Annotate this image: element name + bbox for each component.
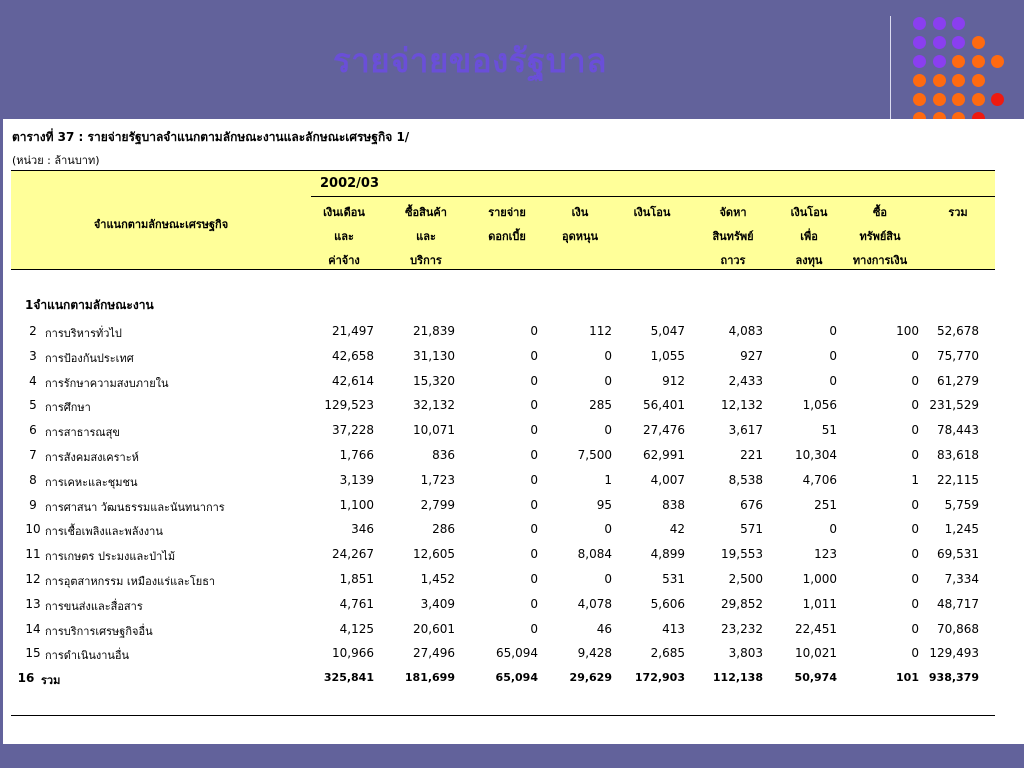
decorative-dot — [933, 36, 946, 49]
value-cell: 0 — [530, 497, 538, 512]
value-cell: 0 — [530, 373, 538, 388]
value-cell: 8,538 — [728, 472, 763, 487]
value-cell: 181,699 — [404, 671, 455, 685]
value-cell: 0 — [604, 348, 612, 363]
value-cell: 0 — [530, 423, 538, 438]
value-cell: 46 — [596, 621, 612, 636]
value-cell: 3,139 — [339, 472, 374, 487]
value-cell: 0 — [604, 373, 612, 388]
slide-title: รายจ่ายของรัฐบาล — [333, 41, 607, 80]
value-cell: 251 — [814, 497, 837, 512]
column-header-line: สินทรัพย์ — [712, 230, 754, 243]
decorative-dot — [933, 93, 946, 106]
table-row — [11, 395, 995, 420]
classification-header: จำแนกตามลักษณะเศรษฐกิจ — [93, 218, 229, 231]
row-number: 11 — [25, 547, 41, 562]
value-cell: 42 — [669, 522, 685, 537]
decorative-dot — [952, 55, 965, 68]
row-label: การบริหารทั่วไป — [45, 327, 122, 340]
decorative-dot — [933, 55, 946, 68]
value-cell: 21,839 — [413, 324, 455, 338]
column-header — [467, 201, 547, 273]
column-header-line: จัดหา — [719, 206, 747, 219]
value-cell: 0 — [911, 596, 919, 611]
column-header-line — [612, 225, 692, 249]
value-cell: 1,723 — [420, 472, 455, 487]
row-number: 9 — [29, 497, 37, 512]
table-caption: ตารางที่ 37 : รายจ่ายรัฐบาลจำแนกตามลักษณะงานและลักษณะเศรษฐกิจ 1/ — [12, 130, 410, 144]
value-cell: 42,658 — [332, 348, 374, 363]
value-cell: 0 — [604, 572, 612, 586]
value-cell: 4,706 — [802, 472, 837, 487]
value-cell: 221 — [740, 448, 763, 462]
row-label: การดำเนินงานอื่น — [45, 649, 130, 663]
value-cell: 172,903 — [634, 671, 685, 685]
value-cell: 15,320 — [413, 373, 455, 388]
table-bottom-rule — [11, 715, 995, 716]
column-header — [386, 201, 466, 273]
value-cell: 83,618 — [937, 448, 979, 462]
value-cell: 32,132 — [413, 398, 455, 413]
row-number: 7 — [29, 448, 37, 462]
value-cell: 65,094 — [495, 671, 538, 685]
value-cell: 27,496 — [413, 646, 455, 661]
value-cell: 531 — [662, 572, 685, 586]
column-header-line: อุดหนุน — [561, 230, 599, 243]
value-cell: 2,799 — [420, 497, 455, 512]
column-header-line: ซื้อ — [872, 206, 888, 219]
value-cell: 286 — [432, 522, 455, 537]
decorative-dot — [913, 74, 926, 87]
column-header — [304, 201, 384, 273]
value-cell: 29,852 — [721, 596, 763, 611]
value-cell: 0 — [911, 497, 919, 512]
row-label: การรักษาความสงบภายใน — [45, 376, 169, 390]
column-header-line: เพื่อ — [800, 230, 818, 243]
column-header-line: ลงทุน — [795, 254, 823, 267]
row-label: การศึกษา — [45, 401, 91, 415]
decorative-dot — [913, 36, 926, 49]
value-cell: 61,279 — [937, 373, 979, 388]
column-header-line: บริการ — [410, 254, 442, 267]
value-cell: 1 — [604, 472, 612, 487]
value-cell: 0 — [530, 398, 538, 413]
value-cell: 12,605 — [413, 547, 455, 562]
row-number: 6 — [29, 423, 37, 438]
value-cell: 0 — [911, 621, 919, 636]
value-cell: 571 — [740, 522, 763, 537]
value-cell: 75,770 — [937, 348, 979, 363]
row-number: 10 — [25, 522, 41, 537]
table-row — [11, 470, 995, 495]
table-row — [11, 321, 995, 346]
value-cell: 0 — [911, 398, 919, 413]
column-header-line — [918, 249, 998, 273]
column-header-line: เงินโอน — [790, 206, 828, 219]
value-cell: 1 — [911, 472, 919, 487]
table-row — [11, 420, 995, 445]
value-cell: 23,232 — [721, 621, 763, 636]
column-header-line — [467, 249, 547, 273]
value-cell: 0 — [530, 596, 538, 611]
row-number: 12 — [25, 572, 41, 586]
value-cell: 0 — [530, 324, 538, 338]
decorative-dots — [0, 0, 1024, 120]
table-row — [11, 371, 995, 396]
column-header-line: รายจ่าย — [488, 206, 526, 219]
value-cell: 56,401 — [643, 398, 685, 413]
value-cell: 50,974 — [794, 671, 837, 685]
value-cell: 0 — [829, 348, 837, 363]
decorative-dot — [972, 36, 985, 49]
value-cell: 912 — [662, 373, 685, 388]
value-cell: 838 — [662, 497, 685, 512]
slide-header — [0, 0, 1024, 120]
value-cell: 100 — [896, 324, 919, 338]
value-cell: 24,267 — [332, 547, 374, 562]
decorative-dot — [972, 55, 985, 68]
value-cell: 19,553 — [721, 547, 763, 562]
value-cell: 5,759 — [944, 497, 979, 512]
value-cell: 4,125 — [339, 621, 374, 636]
value-cell: 123 — [814, 547, 837, 562]
value-cell: 0 — [911, 423, 919, 438]
value-cell: 413 — [662, 621, 685, 636]
value-cell: 65,094 — [496, 646, 538, 661]
table-header — [11, 170, 995, 270]
column-header-line: และ — [334, 230, 354, 243]
value-cell: 1,452 — [420, 572, 455, 586]
value-cell: 346 — [351, 522, 374, 537]
value-cell: 0 — [829, 324, 837, 338]
value-cell: 1,000 — [802, 572, 837, 586]
value-cell: 0 — [911, 572, 919, 586]
value-cell: 0 — [530, 348, 538, 363]
value-cell: 5,047 — [650, 324, 685, 338]
table-row — [11, 519, 995, 544]
column-header-line — [540, 249, 620, 273]
value-cell: 112,138 — [712, 671, 763, 685]
column-header-line: เงินเดือน — [323, 206, 365, 219]
value-cell: 101 — [896, 671, 919, 685]
value-cell: 95 — [596, 497, 612, 512]
value-cell: 4,761 — [339, 596, 374, 611]
value-cell: 10,304 — [795, 448, 837, 462]
value-cell: 4,007 — [650, 472, 685, 487]
value-cell: 22,451 — [795, 621, 837, 636]
value-cell: 1,011 — [802, 596, 837, 611]
column-header — [540, 201, 620, 273]
decorative-dot — [913, 55, 926, 68]
value-cell: 21,497 — [332, 324, 374, 338]
row-label: การเกษตร ประมงและป่าไม้ — [45, 550, 176, 564]
value-cell: 0 — [530, 448, 538, 462]
row-label: การเคหะและชุมชน — [45, 475, 138, 489]
value-cell: 325,841 — [323, 671, 374, 685]
value-cell: 927 — [740, 348, 763, 363]
column-header-line: ถาวร — [720, 254, 746, 267]
value-cell: 5,606 — [650, 596, 685, 611]
row-label: การบริการเศรษฐกิจอื่น — [45, 624, 153, 638]
row-number: 16 — [17, 671, 35, 686]
value-cell: 70,868 — [937, 621, 979, 636]
value-cell: 0 — [530, 472, 538, 487]
year-label: 2002/03 — [320, 176, 380, 191]
decorative-dot — [952, 74, 965, 87]
decorative-dot — [952, 36, 965, 49]
column-header-line: ซื้อสินค้า — [405, 206, 447, 219]
value-cell: 9,428 — [577, 646, 612, 661]
value-cell: 3,409 — [420, 596, 455, 611]
value-cell: 0 — [530, 621, 538, 636]
value-cell: 836 — [432, 448, 455, 462]
value-cell: 12,132 — [721, 398, 763, 413]
decorative-dot — [933, 74, 946, 87]
unit-note: (หน่วย : ล้านบาท) — [12, 154, 100, 167]
value-cell: 27,476 — [643, 423, 685, 438]
document-page — [3, 119, 1024, 744]
value-cell: 42,614 — [332, 373, 374, 388]
table-row — [11, 445, 995, 470]
row-number: 13 — [25, 596, 41, 611]
column-header-line: เงินโอน — [633, 206, 671, 219]
row-label: การสาธารณสุข — [45, 426, 120, 440]
table-row — [11, 346, 995, 371]
total-row — [11, 668, 995, 693]
row-number: 3 — [29, 348, 37, 363]
value-cell: 4,083 — [728, 324, 763, 338]
row-label: รวม — [41, 674, 61, 688]
table-row — [11, 619, 995, 644]
value-cell: 69,531 — [937, 547, 979, 562]
value-cell: 2,685 — [650, 646, 685, 661]
column-header-line — [918, 225, 998, 249]
row-label: การอุตสาหกรรม เหมืองแร่และโยธา — [45, 575, 216, 588]
table-row — [11, 643, 995, 668]
value-cell: 51 — [821, 423, 837, 438]
value-cell: 676 — [740, 497, 763, 512]
value-cell: 129,493 — [929, 646, 979, 661]
row-label: การขนส่งและสื่อสาร — [45, 599, 143, 613]
value-cell: 29,629 — [569, 671, 612, 685]
row-label: การป้องกันประเทศ — [45, 351, 134, 365]
value-cell: 1,766 — [339, 448, 374, 462]
decorative-dot — [972, 93, 985, 106]
value-cell: 8,084 — [577, 547, 612, 562]
value-cell: 10,021 — [795, 646, 837, 661]
value-cell: 1,056 — [802, 398, 837, 413]
value-cell: 1,851 — [339, 572, 374, 586]
value-cell: 62,991 — [643, 448, 685, 462]
value-cell: 1,055 — [650, 348, 685, 363]
column-header — [918, 201, 998, 273]
value-cell: 0 — [911, 448, 919, 462]
year-divider — [311, 196, 995, 197]
value-cell: 20,601 — [413, 621, 455, 636]
column-header-line: และ — [416, 230, 436, 243]
value-cell: 31,130 — [413, 348, 455, 363]
value-cell: 285 — [589, 398, 612, 413]
value-cell: 7,500 — [577, 448, 612, 462]
value-cell: 0 — [911, 646, 919, 661]
value-cell: 129,523 — [324, 398, 374, 413]
table-row — [11, 594, 995, 619]
column-header-line — [612, 249, 692, 273]
row-label: การเชื้อเพลิงและพลังงาน — [45, 525, 163, 539]
value-cell: 3,803 — [728, 646, 763, 661]
value-cell: 2,500 — [728, 572, 763, 586]
decorative-dot — [972, 74, 985, 87]
row-number: 4 — [29, 373, 37, 388]
value-cell: 10,071 — [413, 423, 455, 438]
footer-bar — [0, 744, 1024, 768]
section-label: 1จำแนกตามลักษณะงาน — [25, 298, 154, 312]
value-cell: 0 — [530, 547, 538, 562]
value-cell: 0 — [911, 547, 919, 562]
decorative-dot — [952, 93, 965, 106]
value-cell: 3,617 — [728, 423, 763, 438]
value-cell: 0 — [604, 522, 612, 537]
value-cell: 7,334 — [944, 572, 979, 586]
value-cell: 4,899 — [650, 547, 685, 562]
row-number: 8 — [29, 472, 37, 487]
value-cell: 4,078 — [577, 596, 612, 611]
value-cell: 1,245 — [944, 522, 979, 537]
table-row — [11, 495, 995, 520]
decorative-dot — [913, 17, 926, 30]
row-number: 15 — [25, 646, 41, 661]
value-cell: 0 — [829, 522, 837, 537]
column-header-line: เงิน — [571, 206, 589, 219]
value-cell: 112 — [589, 324, 612, 338]
column-header — [840, 201, 920, 273]
decorative-dot — [952, 17, 965, 30]
decorative-dot — [933, 17, 946, 30]
row-number: 5 — [29, 398, 37, 413]
column-header-line: ทรัพย์สิน — [859, 230, 901, 243]
value-cell: 0 — [911, 348, 919, 363]
value-cell: 231,529 — [929, 398, 979, 413]
table-row — [11, 569, 995, 594]
value-cell: 938,379 — [928, 671, 979, 685]
row-number: 2 — [29, 324, 37, 338]
row-label: การศาสนา วัฒนธรรมและนันทนาการ — [45, 500, 225, 514]
value-cell: 0 — [829, 373, 837, 388]
decorative-dot — [913, 93, 926, 106]
decorative-dot — [991, 93, 1004, 106]
value-cell: 0 — [530, 572, 538, 586]
column-header — [693, 201, 773, 273]
value-cell: 52,678 — [937, 324, 979, 338]
column-header — [612, 201, 692, 273]
value-cell: 48,717 — [937, 596, 979, 611]
column-header-line: ดอกเบี้ย — [488, 230, 526, 243]
column-header-line: ค่าจ้าง — [328, 254, 360, 267]
column-header-line: รวม — [948, 206, 968, 219]
value-cell: 2,433 — [728, 373, 763, 388]
value-cell: 0 — [530, 522, 538, 537]
value-cell: 22,115 — [937, 472, 979, 487]
table-row — [11, 544, 995, 569]
value-cell: 37,228 — [332, 423, 374, 438]
value-cell: 0 — [911, 522, 919, 537]
row-number: 14 — [25, 621, 41, 636]
value-cell: 78,443 — [937, 423, 979, 438]
value-cell: 1,100 — [339, 497, 374, 512]
value-cell: 0 — [911, 373, 919, 388]
decorative-dot — [991, 55, 1004, 68]
value-cell: 10,966 — [332, 646, 374, 661]
row-label: การสังคมสงเคราะห์ — [45, 451, 139, 464]
column-header — [769, 201, 849, 273]
value-cell: 0 — [604, 423, 612, 438]
column-header-line: ทางการเงิน — [852, 254, 908, 267]
